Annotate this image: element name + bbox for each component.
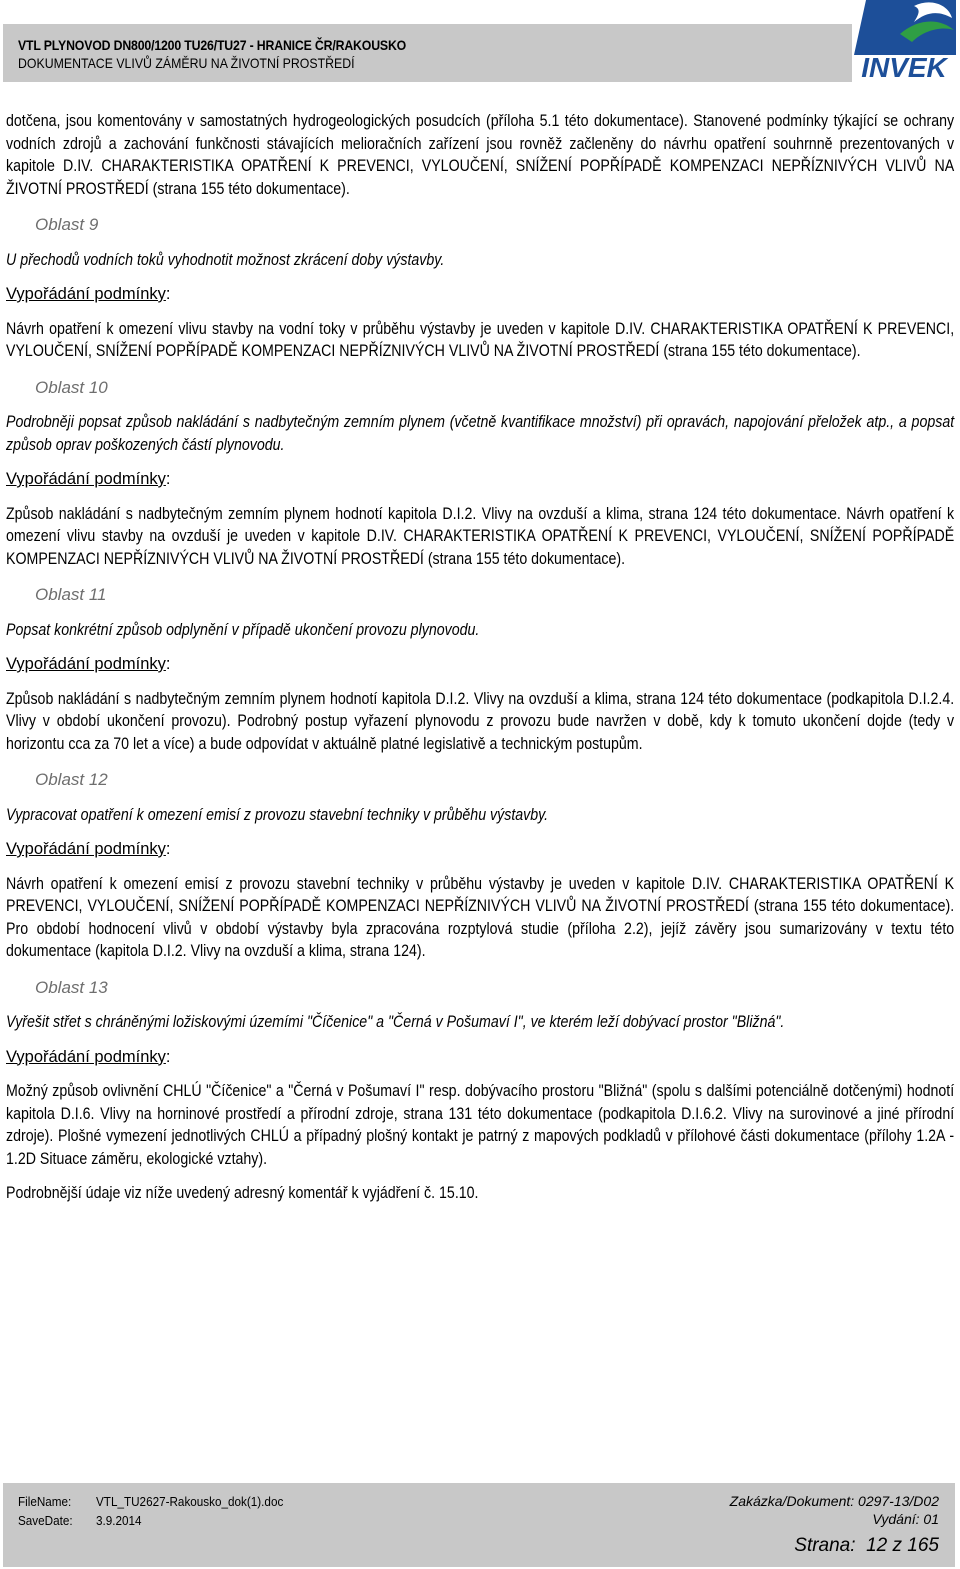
area-label: Oblast 10: [35, 377, 108, 397]
document-subtitle: DOKUMENTACE VLIVŮ ZÁMĚRU NA ŽIVOTNÍ PROSTŘEDÍ: [18, 55, 355, 71]
invek-logo: [852, 0, 956, 82]
area-resolution-paragraph: Způsob nakládání s nadbytečným zemním plynem hodnotí kapitola D.I.2. Vlivy na ovzduší a klima, strana 124 této dokumentace (podkapitola D.I.2.4. Vlivy v období ukončení provozu). Podrobný postup vyřazení plynovodu z provozu bude navržen v době, kdy k tomuto ukončení dojde (tedy v horizontu cca za 70 let a více) a bude odpovídat v aktuálně platné legislativě a technickým postupům.: [6, 689, 955, 753]
area-label: Oblast 9: [35, 215, 99, 234]
area-label: Oblast 11: [35, 585, 107, 604]
page-label: Strana:: [794, 1535, 856, 1556]
resolution-label: Vypořádání podmínky: [6, 840, 166, 858]
resolution-colon: :: [165, 470, 171, 488]
area-resolution-paragraph: Možný způsob ovlivnění CHLÚ "Číčenice" a "Černá v Pošumaví I" resp. dobývacího prostoru "Bližná" (spolu s dalšími potenciálně dotčenými) hodnotí kapitola D.I.6. Vlivy na horninové prostředí a přírodní zdroje, strana 131 této dokumentace (podkapitola D.I.6.2. Vlivy na surovinové a jiné přírodní zdroje). Plošné vymezení jednotlivých CHLÚ a případný plošný kontakt je patrný z mapových podkladů v přílohové části dokumentace (přílohy 1.2A - 1.2D Situace záměru, ekologické vztahy).: [6, 1082, 955, 1168]
resolution-label: Vypořádání podmínky: [6, 1047, 166, 1066]
resolution-heading: [6, 468, 954, 491]
document-body: [6, 110, 954, 1217]
logo-text: INVEK: [861, 52, 947, 82]
area-requirement: Popsat konkrétní způsob odplynění v případě ukončení provozu plynovodu.: [6, 620, 480, 639]
page-number: [794, 1535, 939, 1557]
area-resolution-paragraph: Podrobnější údaje viz níže uvedený adresný komentář k vyjádření č. 15.10.: [6, 1184, 479, 1202]
area-requirement: Vyřešit střet s chráněnými ložiskovými územími "Číčenice" a "Černá v Pošumaví I", ve kterém leží dobývací prostor "Bližná".: [6, 1013, 785, 1031]
document-title: VTL PLYNOVOD DN800/1200 TU26/TU27 - HRANICE ČR/RAKOUSKO: [18, 37, 407, 53]
filename-value: VTL_TU2627-Rakousko_dok(1).doc: [96, 1494, 284, 1509]
edition: Vydání: 01: [872, 1511, 939, 1527]
savedate-label: SaveDate:: [18, 1513, 73, 1528]
resolution-heading: [6, 653, 954, 676]
resolution-heading: [6, 838, 954, 861]
filename-label: FileName:: [18, 1494, 72, 1509]
resolution-heading: [6, 1046, 954, 1069]
page-header: [3, 24, 955, 82]
page-value: 12 z 165: [866, 1535, 939, 1556]
area-resolution-paragraph: Návrh opatření k omezení emisí z provozu stavební techniky v průběhu výstavby je uveden v kapitole D.IV. CHARAKTERISTIKA OPATŘENÍ K PREVENCI, VYLOUČENÍ, SNÍŽENÍ POPŘÍPADĚ KOMPENZACI NEPŘÍZNIVÝCH VLIVŮ NA ŽIVOTNÍ PROSTŘEDÍ (strana 155 této dokumentace). Pro období hodnocení vlivů v období výstavby byla zpracována rozptylová studie (příloha 2.2), jejíž závěry jsou sumarizovány v textu této dokumentace (kapitola D.I.2. Vlivy na ovzduší a klima, strana 124).: [6, 874, 955, 960]
area-label: Oblast 12: [35, 770, 108, 789]
area-label: Oblast 13: [35, 977, 108, 997]
resolution-heading: [6, 283, 954, 306]
resolution-colon: :: [165, 1047, 171, 1066]
resolution-colon: :: [165, 655, 171, 673]
resolution-label: Vypořádání podmínky: [6, 285, 166, 303]
area-resolution-paragraph: Způsob nakládání s nadbytečným zemním plynem hodnotí kapitola D.I.2. Vlivy na ovzduší a klima, strana 124 této dokumentace. Návrh opatření k omezení vlivu stavby na ovzduší je uveden v kapitole D.IV. CHARAKTERISTIKA OPATŘENÍ K PREVENCI, VYLOUČENÍ, SNÍŽENÍ POPŘÍPADĚ KOMPENZACI NEPŘÍZNIVÝCH VLIVŮ NA ŽIVOTNÍ PROSTŘEDÍ (strana 155 této dokumentace).: [6, 504, 955, 568]
area-resolution-paragraph: Návrh opatření k omezení vlivu stavby na vodní toky v průběhu výstavby je uveden v kapitole D.IV. CHARAKTERISTIKA OPATŘENÍ K PREVENCI, VYLOUČENÍ, SNÍŽENÍ POPŘÍPADĚ KOMPENZACI NEPŘÍZNIVÝCH VLIVŮ NA ŽIVOTNÍ PROSTŘEDÍ (strana 155 této dokumentace).: [6, 319, 955, 360]
resolution-colon: :: [165, 840, 171, 858]
savedate-value: 3.9.2014: [96, 1513, 142, 1528]
intro-paragraph: dotčena, jsou komentovány v samostatných hydrogeologických posudcích (příloha 5.1 této dokumentace). Stanovené podmínky týkající se ochrany vodních zdrojů a zachování funkčnosti stávajících melioračních zařízení jsou rovněž začleněny do návrhu opatření souhrnně prezentovaných v kapitole D.IV. CHARAKTERISTIKA OPATŘENÍ K PREVENCI, VYLOUČENÍ, SNÍŽENÍ POPŘÍPADĚ KOMPENZACI NEPŘÍZNIVÝCH VLIVŮ NA ŽIVOTNÍ PROSTŘEDÍ (strana 155 této dokumentace).: [6, 112, 955, 198]
resolution-colon: :: [165, 285, 171, 303]
resolution-label: Vypořádání podmínky: [6, 470, 166, 488]
page-footer: [3, 1483, 955, 1567]
area-requirement: Podrobněji popsat způsob nakládání s nadbytečným zemním plynem (včetně kvantifikace množství) při opravách, napojování přeložek atp., a popsat způsob oprav poškozených částí plynovodu.: [6, 413, 955, 454]
area-requirement: Vypracovat opatření k omezení emisí z provozu stavební techniky v průběhu výstavby.: [6, 805, 549, 824]
resolution-label: Vypořádání podmínky: [6, 655, 166, 673]
area-requirement: U přechodů vodních toků vyhodnotit možnost zkrácení doby výstavby.: [6, 250, 445, 269]
order-number: Zakázka/Dokument: 0297-13/D02: [729, 1493, 939, 1509]
